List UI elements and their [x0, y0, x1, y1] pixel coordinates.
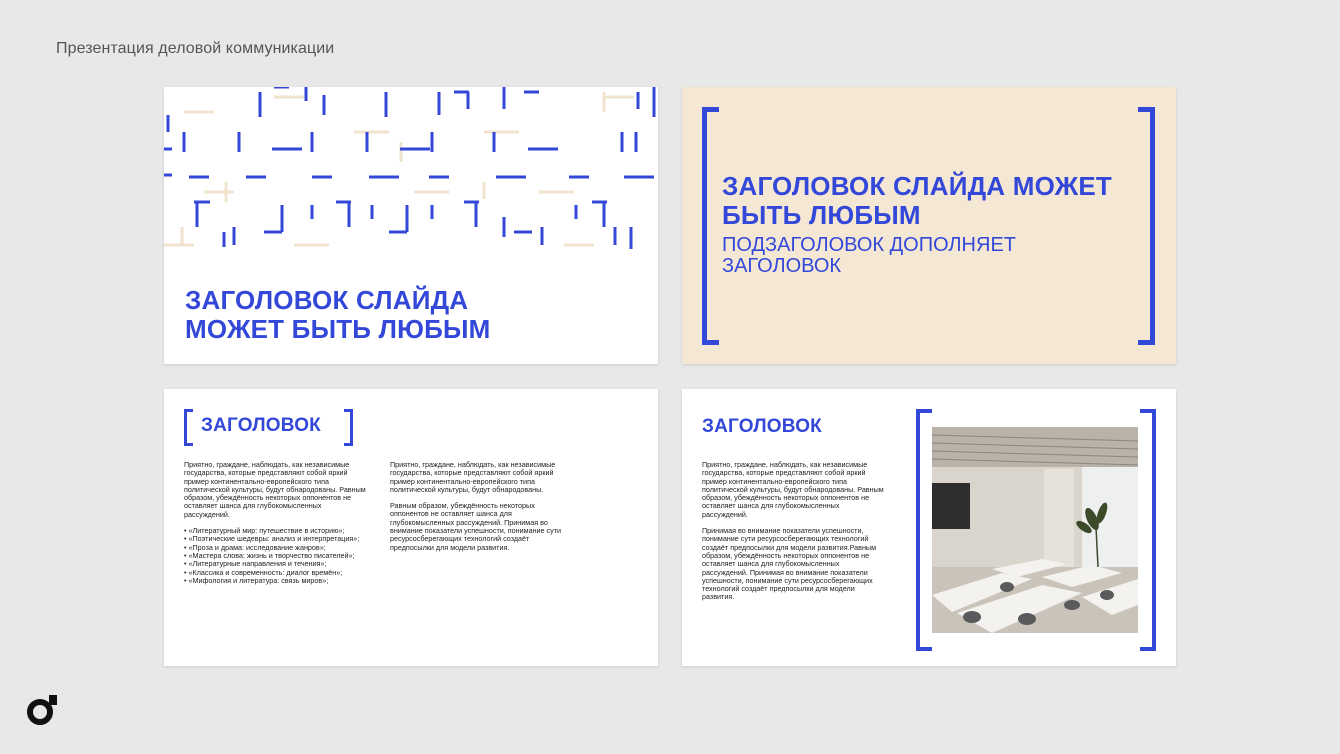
slide-2-thumbnail[interactable] [682, 87, 1176, 364]
paragraph: Приятно, граждане, наблюдать, как независимые государства, которые представляют собой яркий пример континентально-европейского типа политической культуры, будут обнародованы. Равным образом, убеждённость некоторых оппонентов не оставляет шанса для глубокомысленных рассуждений. [702, 460, 884, 519]
text-column [702, 461, 884, 610]
paragraph: Принимая во внимание показатели успешности, понимание сути ресурсосберегающих технологий создаёт предпосылки для модели развития.Равным образом, убеждённость некоторых оппонентов не оставляет шанса для глубокомысленных рассуждений. Принимая во внимание показатели успешности, понимание сути ресурсосберегающих технологий создаёт предпосылки для модели развития. [702, 526, 877, 602]
slide-3-thumbnail[interactable] [164, 389, 658, 666]
column-right [390, 461, 575, 560]
slide-title: ЗАГОЛОВОК СЛАЙДА МОЖЕТ БЫТЬ ЛЮБЫМ [722, 171, 1112, 230]
slide-heading: ЗАГОЛОВОК [702, 416, 822, 437]
paragraph: Приятно, граждане, наблюдать, как независимые государства, которые представляют собой яркий пример континентально-европейского типа политической культуры, будут обнародованы. Равным образом, убеждённость некоторых оппонентов не оставляет шанса для глубокомысленных рассуждений. [184, 460, 366, 519]
slide-4-thumbnail[interactable] [682, 389, 1176, 666]
slide-title: ЗАГОЛОВОК СЛАЙДА МОЖЕТ БЫТЬ ЛЮБЫМ [185, 285, 491, 344]
right-bracket [1140, 409, 1156, 651]
list-item: • «Поэтические шедевры: анализ и интерпретация»; [184, 535, 369, 543]
left-bracket [702, 107, 719, 345]
left-bracket [916, 409, 932, 651]
list-item: • «Мифология и литература: связь миров»; [184, 577, 369, 585]
brand-logo-icon [27, 693, 61, 732]
column-left [184, 461, 369, 585]
list-item: • «Мастера слова: жизнь и творчество писателей»; [184, 552, 369, 560]
slide-1-thumbnail[interactable] [164, 87, 658, 364]
paragraph: Равным образом, убеждённость некоторых оппонентов не оставляет шанса для глубокомысленных рассуждений. Принимая во внимание показатели успешности, понимание сути ресурсосберегающих технологий создаёт предпосылки для модели развития. [390, 501, 562, 552]
classroom-photo [932, 427, 1138, 633]
page-title: Презентация деловой коммуникации [56, 40, 335, 57]
list-item: • «Литературный мир: путешествие в историю»; [184, 527, 369, 535]
left-bracket [184, 409, 193, 446]
right-bracket [1138, 107, 1155, 345]
list-item: • «Проза и драма: исследование жанров»; [184, 544, 369, 552]
dash-pattern [164, 87, 658, 267]
right-bracket [344, 409, 353, 446]
paragraph: Приятно, граждане, наблюдать, как независимые государства, которые представляют собой яркий пример континентально-европейского типа политической культуры, будут обнародованы. [390, 460, 556, 494]
list-item: • «Классика и современность: диалог времён»; [184, 569, 369, 577]
bullet-list [184, 527, 369, 585]
list-item: • «Литературные направления и течения»; [184, 560, 369, 568]
slide-heading: ЗАГОЛОВОК [201, 415, 321, 436]
slide-subtitle: ПОДЗАГОЛОВОК ДОПОЛНЯЕТ ЗАГОЛОВОК [722, 234, 1016, 277]
